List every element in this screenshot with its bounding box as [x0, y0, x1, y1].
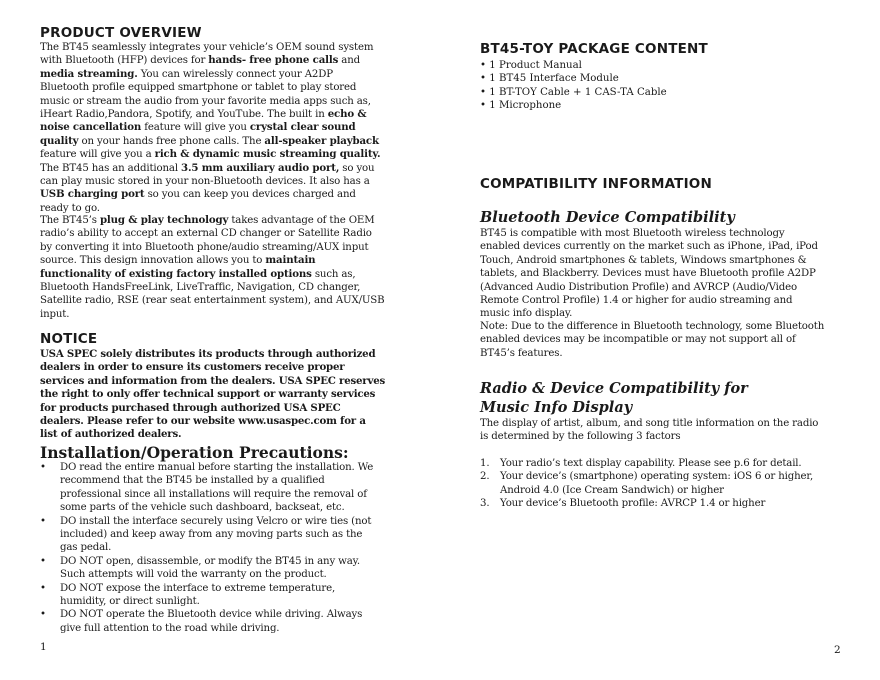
page-number-left: 1	[40, 641, 47, 653]
bold-text-run: plug & play technology	[99, 214, 229, 226]
text-run: and	[338, 55, 360, 67]
text-run: takes advantage of the OEM radio’s ability to accept an external CD changer or Satellite Radio by converting it into Bluetooth phone/audio streaming/AUX input source. This design innovation allows you to	[40, 215, 375, 267]
bold-text-run: media streaming.	[40, 67, 138, 80]
bluetooth-compat-paragraph: BT45 is compatible with most Bluetooth wireless technology enabled devices currently on the market such as iPhone, iPad, iPod Touch, Android smartphones & tablets, Windows smartphones & tablets, and Blackberry. Devices must have Bluetooth profile A2DP (Advanced Audio Distribution Profile) and AVRCP (Audio/Video Remote Control Profile) 1.4 or higher for audio streaming and music info display.	[480, 228, 818, 320]
bold-text-run: all-speaker playback	[264, 134, 379, 147]
factor-text: Your device’s (smartphone) operating system: iOS 6 or higher, Android 4.0 (Ice Cream Sandwich) or higher	[500, 471, 814, 496]
package-item: • 1 BT45 Interface Module	[480, 73, 619, 85]
text-run: feature will give you	[141, 122, 250, 134]
precaution-text: DO install the interface securely using Velcro or wire ties (not included) and keep away from any moving parts such as the gas pedal.	[60, 515, 372, 554]
precautions-heading: Installation/Operation Precautions:	[40, 443, 349, 462]
page-number-right: 2	[834, 644, 841, 656]
factor-number: 2.	[480, 471, 490, 483]
bold-text-run: hands- free phone calls	[208, 54, 339, 67]
precaution-item	[40, 582, 380, 609]
text-run: such as, Bluetooth HandsFreeLink, LiveTraffic, Navigation, CD changer, Satellite radio, RSE (rear seat entertainment system), and AUX/USB input.	[40, 268, 385, 320]
precautions-list	[40, 461, 380, 635]
bold-text-run: echo & noise cancellation	[40, 108, 367, 134]
bullet-icon: •	[40, 609, 46, 621]
bluetooth-compat-heading: Bluetooth Device Compatibility	[480, 209, 735, 226]
package-content-list	[480, 59, 820, 113]
text-run: so you can play music stored in your non-Bluetooth devices. It also has a	[40, 162, 375, 188]
bullet-icon: •	[40, 515, 46, 527]
bold-text-run: rich & dynamic music streaming quality.	[154, 148, 381, 161]
factor-text: Your device’s Bluetooth profile: AVRCP 1.4 or higher	[500, 498, 766, 510]
factor-item	[480, 457, 820, 470]
bullet-icon: •	[40, 582, 46, 594]
radio-compat-heading: Radio & Device Compatibility for Music Info Display	[480, 380, 748, 416]
notice-heading: NOTICE	[40, 331, 98, 347]
bullet-icon: •	[40, 462, 46, 473]
bold-text-run: 3.5 mm auxiliary audio port,	[181, 161, 340, 174]
factor-text: Your radio’s text display capability. Please see p.6 for detail.	[500, 458, 802, 469]
compatibility-heading: COMPATIBILITY INFORMATION	[480, 176, 712, 192]
package-item: • 1 Microphone	[480, 100, 562, 112]
factor-number: 1.	[480, 458, 490, 469]
radio-compat-paragraph: The display of artist, album, and song title information on the radio is determined by the following 3 factors	[480, 418, 819, 443]
text-run: The BT45 has an additional	[40, 162, 182, 174]
precaution-text: DO NOT open, disassemble, or modify the BT45 in any way. Such attempts will void the warranty on the product.	[60, 555, 360, 581]
notice-text: USA SPEC solely distributes its products through authorized dealers in order to ensure its customers receive proper services and information from the dealers. USA SPEC reserves the right to only offer technical support or warranty services for products purchased through authorized USA SPEC dealers. Please refer to our website www.usaspec.com for a list of authorized dealers.	[40, 348, 386, 441]
precaution-text: DO NOT operate the Bluetooth device while driving. Always give full attention to the road while driving.	[60, 609, 363, 634]
package-item: • 1 BT-TOY Cable + 1 CAS-TA Cable	[480, 86, 667, 98]
bluetooth-compat-note: Note: Due to the difference in Bluetooth technology, some Bluetooth enabled devices may be incompatible or may not support all of BT45’s features.	[480, 321, 825, 359]
precaution-item	[40, 461, 380, 515]
product-overview-paragraph-1	[40, 41, 385, 215]
product-overview-heading: PRODUCT OVERVIEW	[40, 25, 202, 41]
bold-text-run: USB charging port	[40, 188, 145, 201]
text-run: The BT45’s	[40, 215, 100, 226]
text-run: so you can keep you devices charged and ready to go.	[40, 189, 356, 214]
text-run: feature will give you a	[40, 149, 155, 161]
factor-item	[480, 497, 820, 510]
bold-text-run: crystal clear sound quality	[40, 121, 356, 147]
package-item: • 1 Product Manual	[480, 60, 582, 71]
precaution-item	[40, 515, 380, 555]
precaution-text: DO read the entire manual before starting the installation. We recommend that the BT45 be installed by a qualified professional since all installations will require the removal of some parts of the vehicle such dashboard, backseat, etc.	[60, 462, 374, 514]
precaution-text: DO NOT expose the interface to extreme temperature, humidity, or direct sunlight.	[60, 582, 336, 608]
precaution-item	[40, 555, 380, 582]
text-run: You can wirelessly connect your A2DP Bluetooth profile equipped smartphone or tablet to play stored music or stream the audio from your favorite media apps such as, iHeart Radio,Pandora, Spotify, and YouTube. The built in	[40, 68, 371, 121]
text-run: on your hands free phone calls. The	[78, 135, 265, 147]
bullet-icon: •	[40, 555, 46, 567]
factor-item	[480, 470, 820, 497]
factors-list	[480, 457, 820, 511]
package-content-heading: BT45-TOY PACKAGE CONTENT	[480, 41, 708, 57]
text-run: The BT45 seamlessly integrates your vehicle’s OEM sound system with Bluetooth (HFP) devices for	[40, 42, 374, 67]
bold-text-run: maintain functionality of existing factory installed options	[40, 254, 316, 280]
factor-number: 3.	[480, 498, 490, 510]
product-overview-paragraph-2	[40, 214, 385, 321]
precaution-item	[40, 608, 380, 635]
